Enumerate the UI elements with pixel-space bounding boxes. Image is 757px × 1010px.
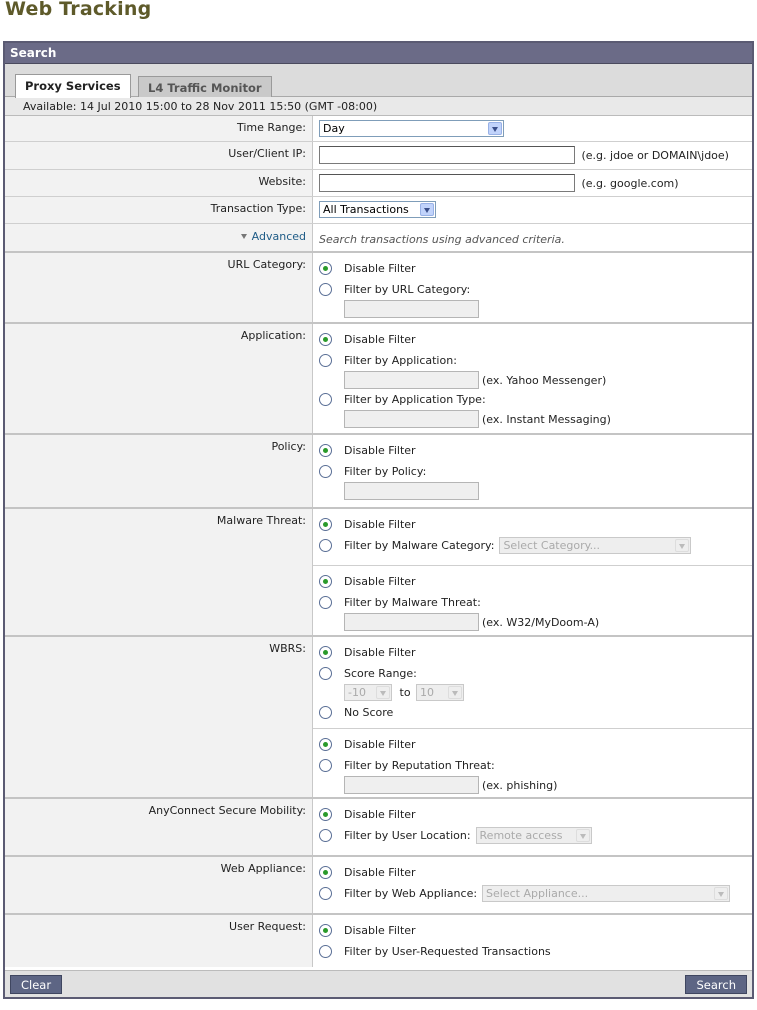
user-ip-label: User/Client IP: bbox=[5, 142, 313, 169]
malware-disable-option-2[interactable] bbox=[319, 571, 746, 592]
wbrs-disable-option-1[interactable] bbox=[319, 642, 746, 663]
website-input[interactable] bbox=[319, 174, 575, 192]
option-label: Filter by Malware Category: bbox=[344, 539, 495, 552]
malware-category-placeholder: Select Category... bbox=[503, 539, 601, 552]
application-filter-option[interactable] bbox=[319, 350, 746, 371]
option-label: Disable Filter bbox=[344, 444, 416, 457]
radio-checked[interactable] bbox=[319, 333, 332, 346]
chevron-down-icon bbox=[448, 686, 462, 699]
tab-l4-traffic-monitor[interactable]: L4 Traffic Monitor bbox=[138, 76, 272, 97]
application-hint: (ex. Yahoo Messenger) bbox=[482, 373, 607, 387]
transaction-type-value: All Transactions bbox=[323, 203, 409, 216]
score-from-select bbox=[344, 684, 392, 701]
transaction-type-select[interactable] bbox=[319, 201, 436, 218]
radio-unchecked[interactable] bbox=[319, 283, 332, 296]
chevron-down-icon bbox=[714, 887, 728, 900]
radio-unchecked[interactable] bbox=[319, 759, 332, 772]
website-label: Website: bbox=[5, 170, 313, 196]
user-location-value: Remote access bbox=[479, 829, 563, 842]
anyconnect-disable-option[interactable] bbox=[319, 804, 746, 825]
web-appliance-filter-option[interactable] bbox=[319, 883, 746, 904]
radio-unchecked[interactable] bbox=[319, 354, 332, 367]
option-label: Filter by Web Appliance: bbox=[344, 887, 478, 900]
time-range-value: Day bbox=[323, 122, 345, 135]
wbrs-disable-option-2[interactable] bbox=[319, 734, 746, 755]
application-input bbox=[344, 371, 479, 389]
option-label: Filter by User-Requested Transactions bbox=[344, 945, 551, 958]
page-title: Web Tracking bbox=[5, 0, 152, 20]
radio-checked[interactable] bbox=[319, 444, 332, 457]
radio-unchecked[interactable] bbox=[319, 945, 332, 958]
url-category-disable-option[interactable] bbox=[319, 258, 746, 279]
application-type-hint: (ex. Instant Messaging) bbox=[482, 412, 611, 426]
radio-unchecked[interactable] bbox=[319, 667, 332, 680]
malware-threat-option[interactable] bbox=[319, 592, 746, 613]
user-location-select bbox=[476, 827, 592, 844]
option-label: Filter by Application: bbox=[344, 354, 457, 367]
time-range-label: Time Range: bbox=[5, 116, 313, 141]
policy-filter-option[interactable] bbox=[319, 461, 746, 482]
malware-disable-option-1[interactable] bbox=[319, 514, 746, 535]
option-label: Filter by Reputation Threat: bbox=[344, 759, 495, 772]
option-label: Filter by URL Category: bbox=[344, 283, 471, 296]
option-label: Score Range: bbox=[344, 667, 417, 680]
radio-checked[interactable] bbox=[319, 924, 332, 937]
transaction-type-row bbox=[5, 197, 752, 224]
user-request-label: User Request: bbox=[5, 915, 313, 967]
user-ip-row bbox=[5, 142, 752, 170]
availability-text: Available: 14 Jul 2010 15:00 to 28 Nov 2011 15:50 (GMT -08:00) bbox=[5, 97, 752, 116]
application-type-input bbox=[344, 410, 479, 428]
user-request-row bbox=[5, 915, 752, 967]
chevron-down-icon bbox=[488, 122, 502, 135]
web-appliance-select bbox=[482, 885, 730, 902]
radio-unchecked[interactable] bbox=[319, 465, 332, 478]
option-label: Filter by Application Type: bbox=[344, 393, 486, 406]
user-ip-hint: (e.g. jdoe or DOMAIN\jdoe) bbox=[581, 148, 729, 162]
option-label: Disable Filter bbox=[344, 808, 416, 821]
triangle-down-icon bbox=[241, 234, 247, 239]
application-type-option[interactable] bbox=[319, 389, 746, 410]
url-category-label: URL Category: bbox=[5, 253, 313, 322]
advanced-link[interactable]: Advanced bbox=[251, 230, 306, 243]
advanced-note: Search transactions using advanced criteria. bbox=[319, 233, 565, 246]
malware-threat-hint: (ex. W32/MyDoom-A) bbox=[482, 615, 600, 629]
time-range-select[interactable] bbox=[319, 120, 504, 137]
wbrs-row bbox=[5, 637, 752, 799]
score-from-value: -10 bbox=[348, 686, 366, 699]
web-appliance-placeholder: Select Appliance... bbox=[486, 887, 589, 900]
anyconnect-row bbox=[5, 799, 752, 857]
policy-input bbox=[344, 482, 479, 500]
url-category-row bbox=[5, 253, 752, 324]
search-button[interactable]: Search bbox=[685, 975, 747, 994]
malware-category-option[interactable] bbox=[319, 535, 746, 556]
policy-disable-option[interactable] bbox=[319, 440, 746, 461]
malware-label: Malware Threat: bbox=[5, 509, 313, 635]
tab-bar bbox=[5, 64, 752, 97]
radio-checked[interactable] bbox=[319, 575, 332, 588]
url-category-input bbox=[344, 300, 479, 318]
radio-unchecked[interactable] bbox=[319, 393, 332, 406]
wbrs-score-option[interactable] bbox=[319, 663, 746, 684]
web-appliance-label: Web Appliance: bbox=[5, 857, 313, 913]
anyconnect-label: AnyConnect Secure Mobility: bbox=[5, 799, 313, 855]
transaction-type-label: Transaction Type: bbox=[5, 197, 313, 223]
website-hint: (e.g. google.com) bbox=[581, 176, 679, 190]
option-label: Disable Filter bbox=[344, 333, 416, 346]
radio-checked[interactable] bbox=[319, 518, 332, 531]
web-appliance-row bbox=[5, 857, 752, 915]
radio-checked[interactable] bbox=[319, 808, 332, 821]
option-label: Disable Filter bbox=[344, 924, 416, 937]
option-label: Disable Filter bbox=[344, 646, 416, 659]
score-to-select bbox=[416, 684, 464, 701]
radio-unchecked[interactable] bbox=[319, 539, 332, 552]
option-label: No Score bbox=[344, 706, 394, 719]
reputation-hint: (ex. phishing) bbox=[482, 778, 558, 792]
option-label: Filter by User Location: bbox=[344, 829, 471, 842]
search-panel bbox=[3, 41, 754, 999]
option-label: Disable Filter bbox=[344, 866, 416, 879]
clear-button[interactable]: Clear bbox=[10, 975, 62, 994]
chevron-down-icon bbox=[675, 539, 689, 552]
chevron-down-icon bbox=[576, 829, 590, 842]
time-range-row bbox=[5, 116, 752, 142]
button-bar bbox=[5, 970, 752, 997]
radio-unchecked[interactable] bbox=[319, 706, 332, 719]
radio-unchecked[interactable] bbox=[319, 829, 332, 842]
option-label: Disable Filter bbox=[344, 738, 416, 751]
score-to-value: 10 bbox=[420, 686, 435, 699]
score-to-label: to bbox=[399, 686, 411, 699]
chevron-down-icon bbox=[376, 686, 390, 699]
reputation-input bbox=[344, 776, 479, 794]
advanced-toggle[interactable] bbox=[5, 224, 313, 251]
radio-checked[interactable] bbox=[319, 646, 332, 659]
application-label: Application: bbox=[5, 324, 313, 433]
application-disable-option[interactable] bbox=[319, 329, 746, 350]
wbrs-no-score-option[interactable] bbox=[319, 702, 746, 723]
option-label: Disable Filter bbox=[344, 262, 416, 275]
web-appliance-disable-option[interactable] bbox=[319, 862, 746, 883]
user-request-disable-option[interactable] bbox=[319, 920, 746, 941]
user-request-filter-option[interactable] bbox=[319, 941, 746, 962]
malware-category-select bbox=[499, 537, 691, 554]
radio-unchecked[interactable] bbox=[319, 887, 332, 900]
radio-unchecked[interactable] bbox=[319, 596, 332, 609]
malware-row bbox=[5, 509, 752, 637]
option-label: Filter by Malware Threat: bbox=[344, 596, 481, 609]
option-label: Disable Filter bbox=[344, 575, 416, 588]
website-row bbox=[5, 170, 752, 197]
tab-proxy-services[interactable]: Proxy Services bbox=[15, 74, 131, 98]
radio-checked[interactable] bbox=[319, 262, 332, 275]
option-label: Disable Filter bbox=[344, 518, 416, 531]
wbrs-reputation-option[interactable] bbox=[319, 755, 746, 776]
malware-threat-input bbox=[344, 613, 479, 631]
url-category-filter-option[interactable] bbox=[319, 279, 746, 300]
radio-checked[interactable] bbox=[319, 738, 332, 751]
anyconnect-location-option[interactable] bbox=[319, 825, 746, 846]
radio-checked[interactable] bbox=[319, 866, 332, 879]
panel-title: Search bbox=[5, 43, 752, 64]
user-ip-input[interactable] bbox=[319, 146, 575, 164]
policy-row bbox=[5, 435, 752, 509]
option-label: Filter by Policy: bbox=[344, 465, 427, 478]
application-row bbox=[5, 324, 752, 435]
policy-label: Policy: bbox=[5, 435, 313, 507]
advanced-row bbox=[5, 224, 752, 253]
chevron-down-icon bbox=[420, 203, 434, 216]
wbrs-label: WBRS: bbox=[5, 637, 313, 797]
